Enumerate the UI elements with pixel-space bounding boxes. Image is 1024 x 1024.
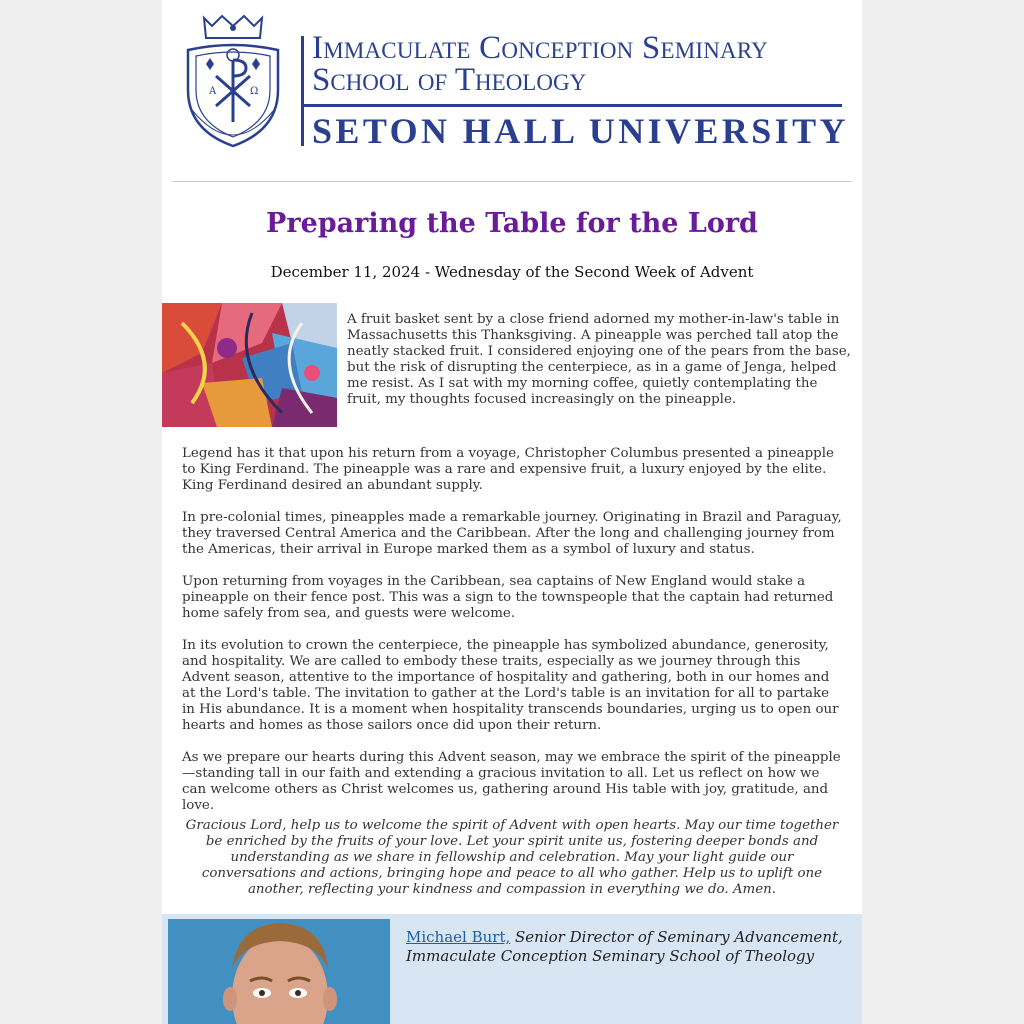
author-info — [406, 928, 846, 966]
author-card — [162, 914, 862, 1024]
article-title: Preparing the Table for the Lord — [266, 208, 758, 239]
article-paragraph: Upon returning from voyages in the Caribbean, sea captains of New England would stake a pineapple on their fence post. This was a sign to the townspeople that the captain had returned home safely from sea, and guests were welcome. — [182, 574, 834, 621]
article-body — [182, 446, 842, 830]
logo-line-2: School of Theology — [312, 62, 587, 98]
seminary-seal-icon — [182, 10, 284, 148]
author-photo — [168, 919, 390, 1024]
article-intro: A fruit basket sent by a close friend adorned my mother-in-law's table in Massachusetts this Thanksgiving. A pineapple was perched tall atop the neatly stacked fruit. I considered enjoying one of the pears from the base, but the risk of disrupting the centerpiece, as in a game of Jenga, helped me resist. As I sat with my morning coffee, quietly contemplating the fruit, my thoughts focused increasingly on the pineapple. — [347, 312, 851, 407]
header-logo[interactable] — [172, 0, 852, 182]
logo-rule — [304, 104, 842, 107]
article-paragraph: In pre-colonial times, pineapples made a remarkable journey. Originating in Brazil and Paraguay, they traversed Central America and the Caribbean. After the long and challenging journey from the Americas, their arrival in Europe marked them as a symbol of luxury and status. — [182, 510, 842, 557]
closing-prayer: Gracious Lord, help us to welcome the spirit of Advent with open hearts. May our time together be enriched by the fruits of your love. Let your spirit unite us, fostering deeper bonds and understanding as we share in fellowship and celebration. May your light guide our conversations and actions, bringing hope and peace to all who gather. Help us to uplift one another, reflecting your kindness and compassion in everything we do. Amen. — [185, 818, 839, 897]
email-container — [162, 0, 862, 1024]
article-date: December 11, 2024 - Wednesday of the Second Week of Advent — [270, 263, 754, 281]
author-role: Senior Director of Seminary Advancement, Immaculate Conception Seminary School of Theology — [406, 928, 843, 965]
article-paragraph: Legend has it that upon his return from a voyage, Christopher Columbus presented a pineapple to King Ferdinand. The pineapple was a rare and expensive fruit, a luxury enjoyed by the elite. King Ferdinand desired an abundant supply. — [182, 446, 834, 493]
article-paragraph: In its evolution to crown the centerpiece, the pineapple has symbolized abundance, generosity, and hospitality. We are called to embody these traits, especially as we journey through this Advent season, attentive to the importance of hospitality and gathering, both in our homes and at the Lord's table. The invitation to gather at the Lord's table is an invitation for all to partake in His abundance. It is a moment when hospitality transcends boundaries, urging us to open our hearts and homes as those sailors once did upon their return. — [182, 638, 839, 733]
logo-line-1: Immaculate Conception Seminary — [312, 30, 768, 66]
author-name-link[interactable]: Michael Burt, — [406, 928, 511, 946]
abstract-painting-image — [162, 303, 337, 427]
header-divider — [172, 181, 852, 182]
svg-text:Ω: Ω — [250, 86, 259, 97]
article-paragraph: As we prepare our hearts during this Advent season, may we embrace the spirit of the pineapple—standing tall in our faith and extending a gracious invitation to all. Let us reflect on how we can welcome others as Christ welcomes us, gathering around His table with joy, gratitude, and love. — [182, 750, 841, 813]
logo-line-3: SETON HALL UNIVERSITY — [312, 111, 849, 151]
svg-text:A: A — [209, 86, 217, 97]
logo-divider — [301, 36, 304, 146]
